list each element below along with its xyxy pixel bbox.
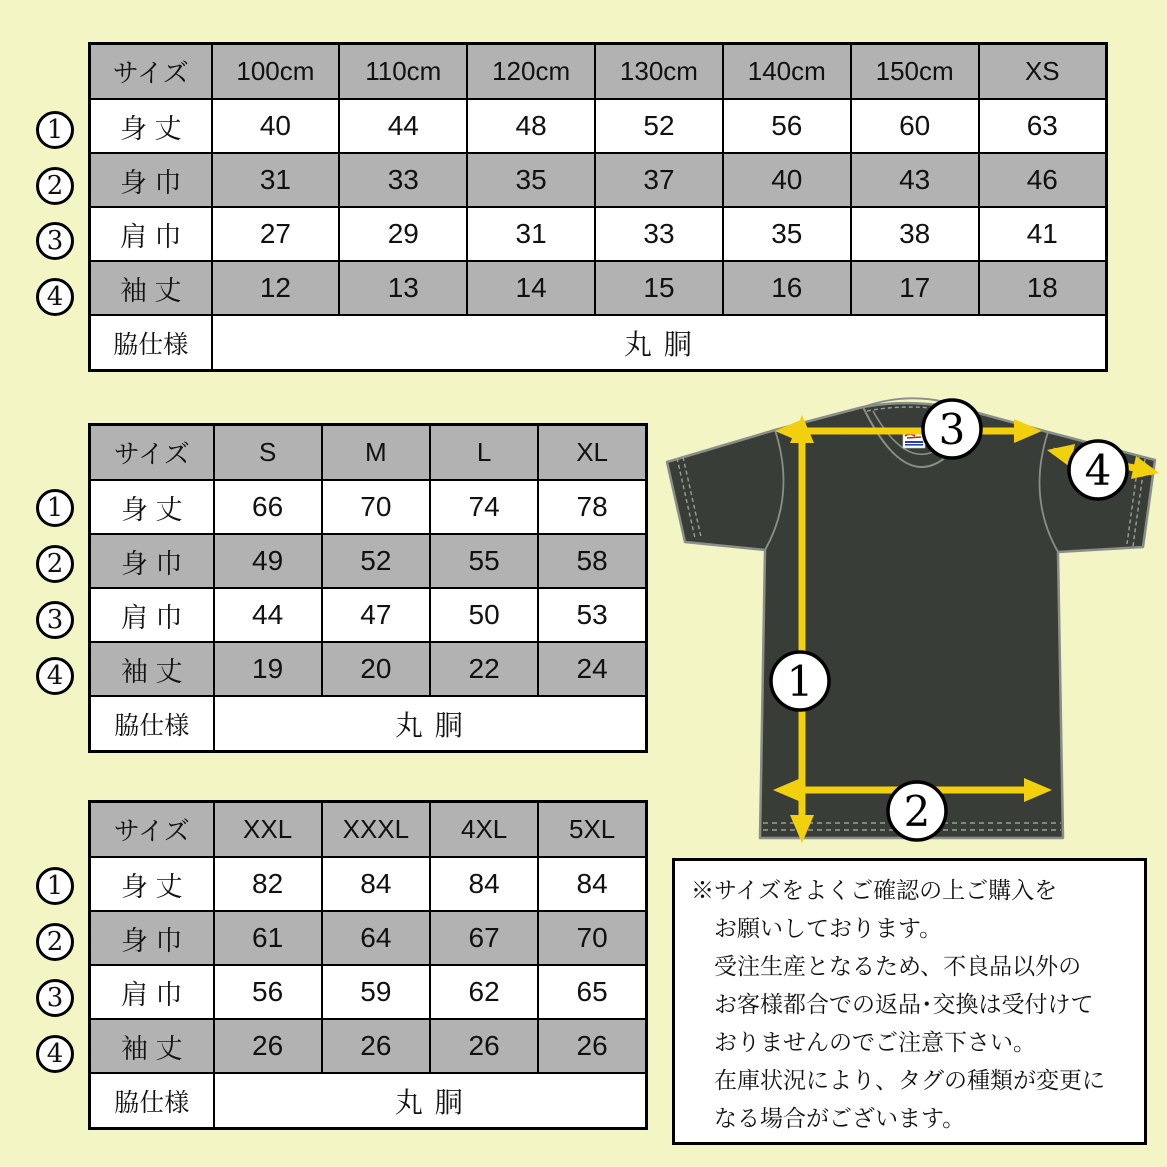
- cell: 14: [467, 261, 595, 315]
- shirt-marker-1: [771, 652, 829, 710]
- row-marker-4-big: 4: [36, 1035, 74, 1073]
- cell: 24: [538, 642, 646, 696]
- header-cell: XXXL: [322, 802, 430, 858]
- cell: 84: [322, 857, 430, 911]
- header-cell: サイズ: [90, 425, 214, 481]
- row-marker-2-adult: 2: [36, 545, 74, 583]
- row-label: 肩 巾: [90, 207, 212, 261]
- header-cell: 120cm: [467, 44, 595, 100]
- row-label: 肩 巾: [90, 588, 214, 642]
- cell: 84: [538, 857, 646, 911]
- row-marker-3-adult: 3: [36, 601, 74, 639]
- cell: 70: [322, 480, 430, 534]
- cell: 38: [851, 207, 979, 261]
- cell: 20: [322, 642, 430, 696]
- cell: 47: [322, 588, 430, 642]
- table-header-row: [90, 425, 647, 481]
- shirt-marker-2: [888, 782, 946, 840]
- row-label: 袖 丈: [90, 261, 212, 315]
- adult-size-table: [88, 423, 648, 753]
- big-size-table: [88, 800, 648, 1130]
- kids-size-table: [88, 42, 1108, 372]
- cell: 26: [214, 1019, 322, 1073]
- cell: 56: [214, 965, 322, 1019]
- header-cell: サイズ: [90, 802, 214, 858]
- cell: 66: [214, 480, 322, 534]
- table-row: [90, 261, 1107, 315]
- cell: 58: [538, 534, 646, 588]
- table-row: [90, 1019, 647, 1073]
- table-row: [90, 534, 647, 588]
- footer-value: 丸 胴: [214, 1073, 647, 1129]
- cell: 52: [322, 534, 430, 588]
- cell: 31: [212, 153, 340, 207]
- notice-line: 受注生産となるため、不良品以外の: [714, 953, 1082, 979]
- table-row: [90, 911, 647, 965]
- header-cell: 100cm: [212, 44, 340, 100]
- cell: 67: [430, 911, 538, 965]
- table-row: [90, 480, 647, 534]
- header-cell: L: [430, 425, 538, 481]
- cell: 35: [723, 207, 851, 261]
- row-marker-4-kids: 4: [36, 278, 74, 316]
- cell: 35: [467, 153, 595, 207]
- table-row: [90, 207, 1107, 261]
- cell: 53: [538, 588, 646, 642]
- cell: 12: [212, 261, 340, 315]
- cell: 19: [214, 642, 322, 696]
- header-cell: 110cm: [339, 44, 467, 100]
- header-cell: M: [322, 425, 430, 481]
- cell: 44: [214, 588, 322, 642]
- shirt-marker-3: [923, 400, 981, 458]
- row-label: 袖 丈: [90, 1019, 214, 1073]
- cell: 56: [723, 99, 851, 153]
- cell: 40: [212, 99, 340, 153]
- cell: 17: [851, 261, 979, 315]
- cell: 26: [538, 1019, 646, 1073]
- header-cell: 130cm: [595, 44, 723, 100]
- notice-line: 在庫状況により、タグの種類が変更に: [714, 1067, 1105, 1093]
- cell: 18: [979, 261, 1107, 315]
- cell: 48: [467, 99, 595, 153]
- shirt-marker-1-label: 1: [786, 657, 814, 706]
- cell: 44: [339, 99, 467, 153]
- cell: 46: [979, 153, 1107, 207]
- row-label: 身 丈: [90, 480, 214, 534]
- cell: 65: [538, 965, 646, 1019]
- cell: 26: [322, 1019, 430, 1073]
- table-footer-row: [90, 1073, 647, 1129]
- cell: 16: [723, 261, 851, 315]
- cell: 78: [538, 480, 646, 534]
- row-marker-1-adult: 1: [36, 489, 74, 527]
- cell: 52: [595, 99, 723, 153]
- cell: 41: [979, 207, 1107, 261]
- cell: 22: [430, 642, 538, 696]
- table-row: [90, 153, 1107, 207]
- cell: 84: [430, 857, 538, 911]
- cell: 15: [595, 261, 723, 315]
- row-label: 袖 丈: [90, 642, 214, 696]
- row-marker-1-kids: 1: [36, 111, 74, 149]
- header-cell: XXL: [214, 802, 322, 858]
- cell: 27: [212, 207, 340, 261]
- notice-line: お客様都合での返品･交換は受付けて: [714, 991, 1094, 1017]
- cell: 43: [851, 153, 979, 207]
- notice-line: なる場合がございます。: [714, 1105, 966, 1131]
- table-header-row: [90, 802, 647, 858]
- row-label: 身 丈: [90, 99, 212, 153]
- shirt-marker-3-label: 3: [938, 405, 966, 454]
- header-cell: 150cm: [851, 44, 979, 100]
- cell: 33: [339, 153, 467, 207]
- row-marker-4-adult: 4: [36, 657, 74, 695]
- cell: 40: [723, 153, 851, 207]
- cell: 50: [430, 588, 538, 642]
- row-label: 身 巾: [90, 534, 214, 588]
- row-label: 身 丈: [90, 857, 214, 911]
- row-label: 身 巾: [90, 911, 214, 965]
- footer-label: 脇仕様: [90, 315, 212, 371]
- shirt-marker-4: [1069, 441, 1127, 499]
- footer-label: 脇仕様: [90, 696, 214, 752]
- table-footer-row: [90, 696, 647, 752]
- header-cell: 5XL: [538, 802, 646, 858]
- cell: 49: [214, 534, 322, 588]
- table-row: [90, 99, 1107, 153]
- cell: 31: [467, 207, 595, 261]
- row-label: 肩 巾: [90, 965, 214, 1019]
- header-cell: XL: [538, 425, 646, 481]
- purchase-notice-box: [672, 858, 1147, 1145]
- footer-label: 脇仕様: [90, 1073, 214, 1129]
- cell: 33: [595, 207, 723, 261]
- table-row: [90, 857, 647, 911]
- table-footer-row: [90, 315, 1107, 371]
- table-row: [90, 588, 647, 642]
- cell: 37: [595, 153, 723, 207]
- row-marker-2-kids: 2: [36, 167, 74, 205]
- cell: 60: [851, 99, 979, 153]
- row-marker-3-kids: 3: [36, 222, 74, 260]
- tshirt-illustration: [655, 393, 1167, 860]
- row-label: 身 巾: [90, 153, 212, 207]
- cell: 29: [339, 207, 467, 261]
- cell: 13: [339, 261, 467, 315]
- cell: 59: [322, 965, 430, 1019]
- cell: 61: [214, 911, 322, 965]
- header-cell: サイズ: [90, 44, 212, 100]
- header-cell: XS: [979, 44, 1107, 100]
- cell: 64: [322, 911, 430, 965]
- row-marker-2-big: 2: [36, 923, 74, 961]
- cell: 55: [430, 534, 538, 588]
- cell: 74: [430, 480, 538, 534]
- shirt-marker-4-label: 4: [1084, 446, 1112, 495]
- footer-value: 丸 胴: [214, 696, 647, 752]
- footer-value: 丸 胴: [212, 315, 1107, 371]
- cell: 26: [430, 1019, 538, 1073]
- shirt-marker-2-label: 2: [903, 787, 931, 836]
- notice-line: おりませんのでご注意下さい。: [714, 1029, 1036, 1055]
- cell: 63: [979, 99, 1107, 153]
- table-row: [90, 965, 647, 1019]
- cell: 62: [430, 965, 538, 1019]
- row-marker-1-big: 1: [36, 867, 74, 905]
- table-header-row: [90, 44, 1107, 100]
- notice-line: ※サイズをよくご確認の上ご購入を: [691, 877, 1058, 903]
- header-cell: 4XL: [430, 802, 538, 858]
- notice-line: お願いしております。: [714, 915, 943, 941]
- cell: 82: [214, 857, 322, 911]
- table-row: [90, 642, 647, 696]
- header-cell: S: [214, 425, 322, 481]
- cell: 70: [538, 911, 646, 965]
- header-cell: 140cm: [723, 44, 851, 100]
- row-marker-3-big: 3: [36, 979, 74, 1017]
